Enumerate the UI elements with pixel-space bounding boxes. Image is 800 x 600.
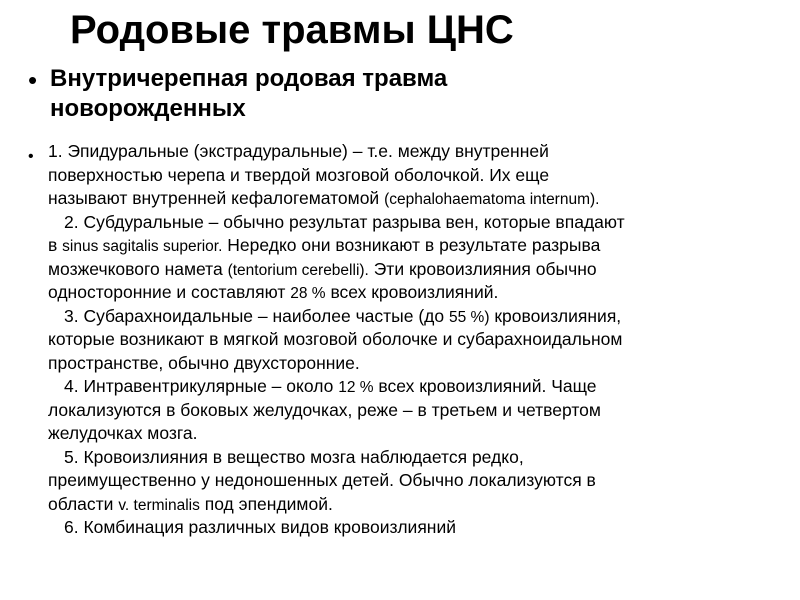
text-span: области	[48, 493, 119, 514]
text-line: желудочках мозга.	[48, 423, 198, 443]
text-span: под эпендимой.	[199, 493, 333, 514]
subtitle-line: Внутричерепная родовая травма	[50, 65, 448, 92]
text-span: кровоизлияния,	[489, 305, 622, 326]
percent-value: 55 %)	[449, 308, 490, 326]
bullet-content: •	[28, 148, 34, 165]
latin-term: (tentorium cerebelli).	[227, 261, 369, 279]
text-line	[48, 187, 790, 211]
text-line	[48, 258, 790, 282]
text-span: односторонние и составляют	[48, 282, 291, 302]
text-span: всех кровоизлияний.	[325, 282, 499, 302]
slide-subtitle	[50, 64, 750, 124]
text-line: 6. Комбинация различных видов кровоизлияний	[64, 517, 457, 537]
text-span: всех кровоизлияний. Чаще	[373, 376, 597, 396]
text-line: преимущественно у недоношенных детей. Обычно локализуются в	[48, 470, 596, 490]
text-line: 5. Кровоизлияния в вещество мозга наблюдается редко,	[64, 446, 524, 467]
latin-term: v. terminalis	[118, 496, 200, 514]
text-span: в	[48, 235, 63, 255]
text-span: 4. Интравентрикулярные – около	[64, 376, 339, 396]
text-span: называют внутренней кефалогематомой	[48, 188, 385, 208]
percent-value: 12 %	[338, 379, 374, 396]
content-body	[48, 140, 790, 540]
subtitle-line: новорожденных	[50, 95, 246, 122]
bullet-subtitle: •	[28, 65, 38, 95]
text-line: 1. Эпидуральные (экстрадуральные) – т.е. между внутренней	[48, 141, 549, 161]
text-line	[48, 281, 790, 305]
text-line	[48, 493, 790, 517]
text-span: Эти кровоизлияния обычно	[368, 258, 597, 279]
text-line: поверхностью черепа и твердой мозговой оболочкой. Их еще	[48, 164, 550, 185]
text-line	[48, 234, 790, 258]
text-line: локализуются в боковых желудочках, реже – в третьем и четвертом	[48, 399, 601, 420]
text-line	[48, 305, 790, 329]
text-span: мозжечкового намета	[48, 258, 228, 279]
text-line: 2. Субдуральные – обычно результат разрыва вен, которые впадают	[64, 211, 625, 232]
percent-value: 28 %	[290, 285, 326, 302]
text-span: 3. Субарахноидальные – наиболее частые (до	[64, 305, 449, 326]
latin-term: (cephalohaematoma internum).	[384, 191, 600, 208]
slide-title: Родовые травмы ЦНС	[70, 8, 514, 52]
text-line: которые возникают в мягкой мозговой оболочке и субарахноидальном	[48, 329, 623, 349]
latin-term: sinus sagitalis superior.	[62, 238, 223, 255]
text-span: Нередко они возникают в результате разрыва	[222, 235, 601, 255]
text-line: пространстве, обычно двухсторонние.	[48, 352, 360, 373]
text-line	[48, 375, 790, 399]
